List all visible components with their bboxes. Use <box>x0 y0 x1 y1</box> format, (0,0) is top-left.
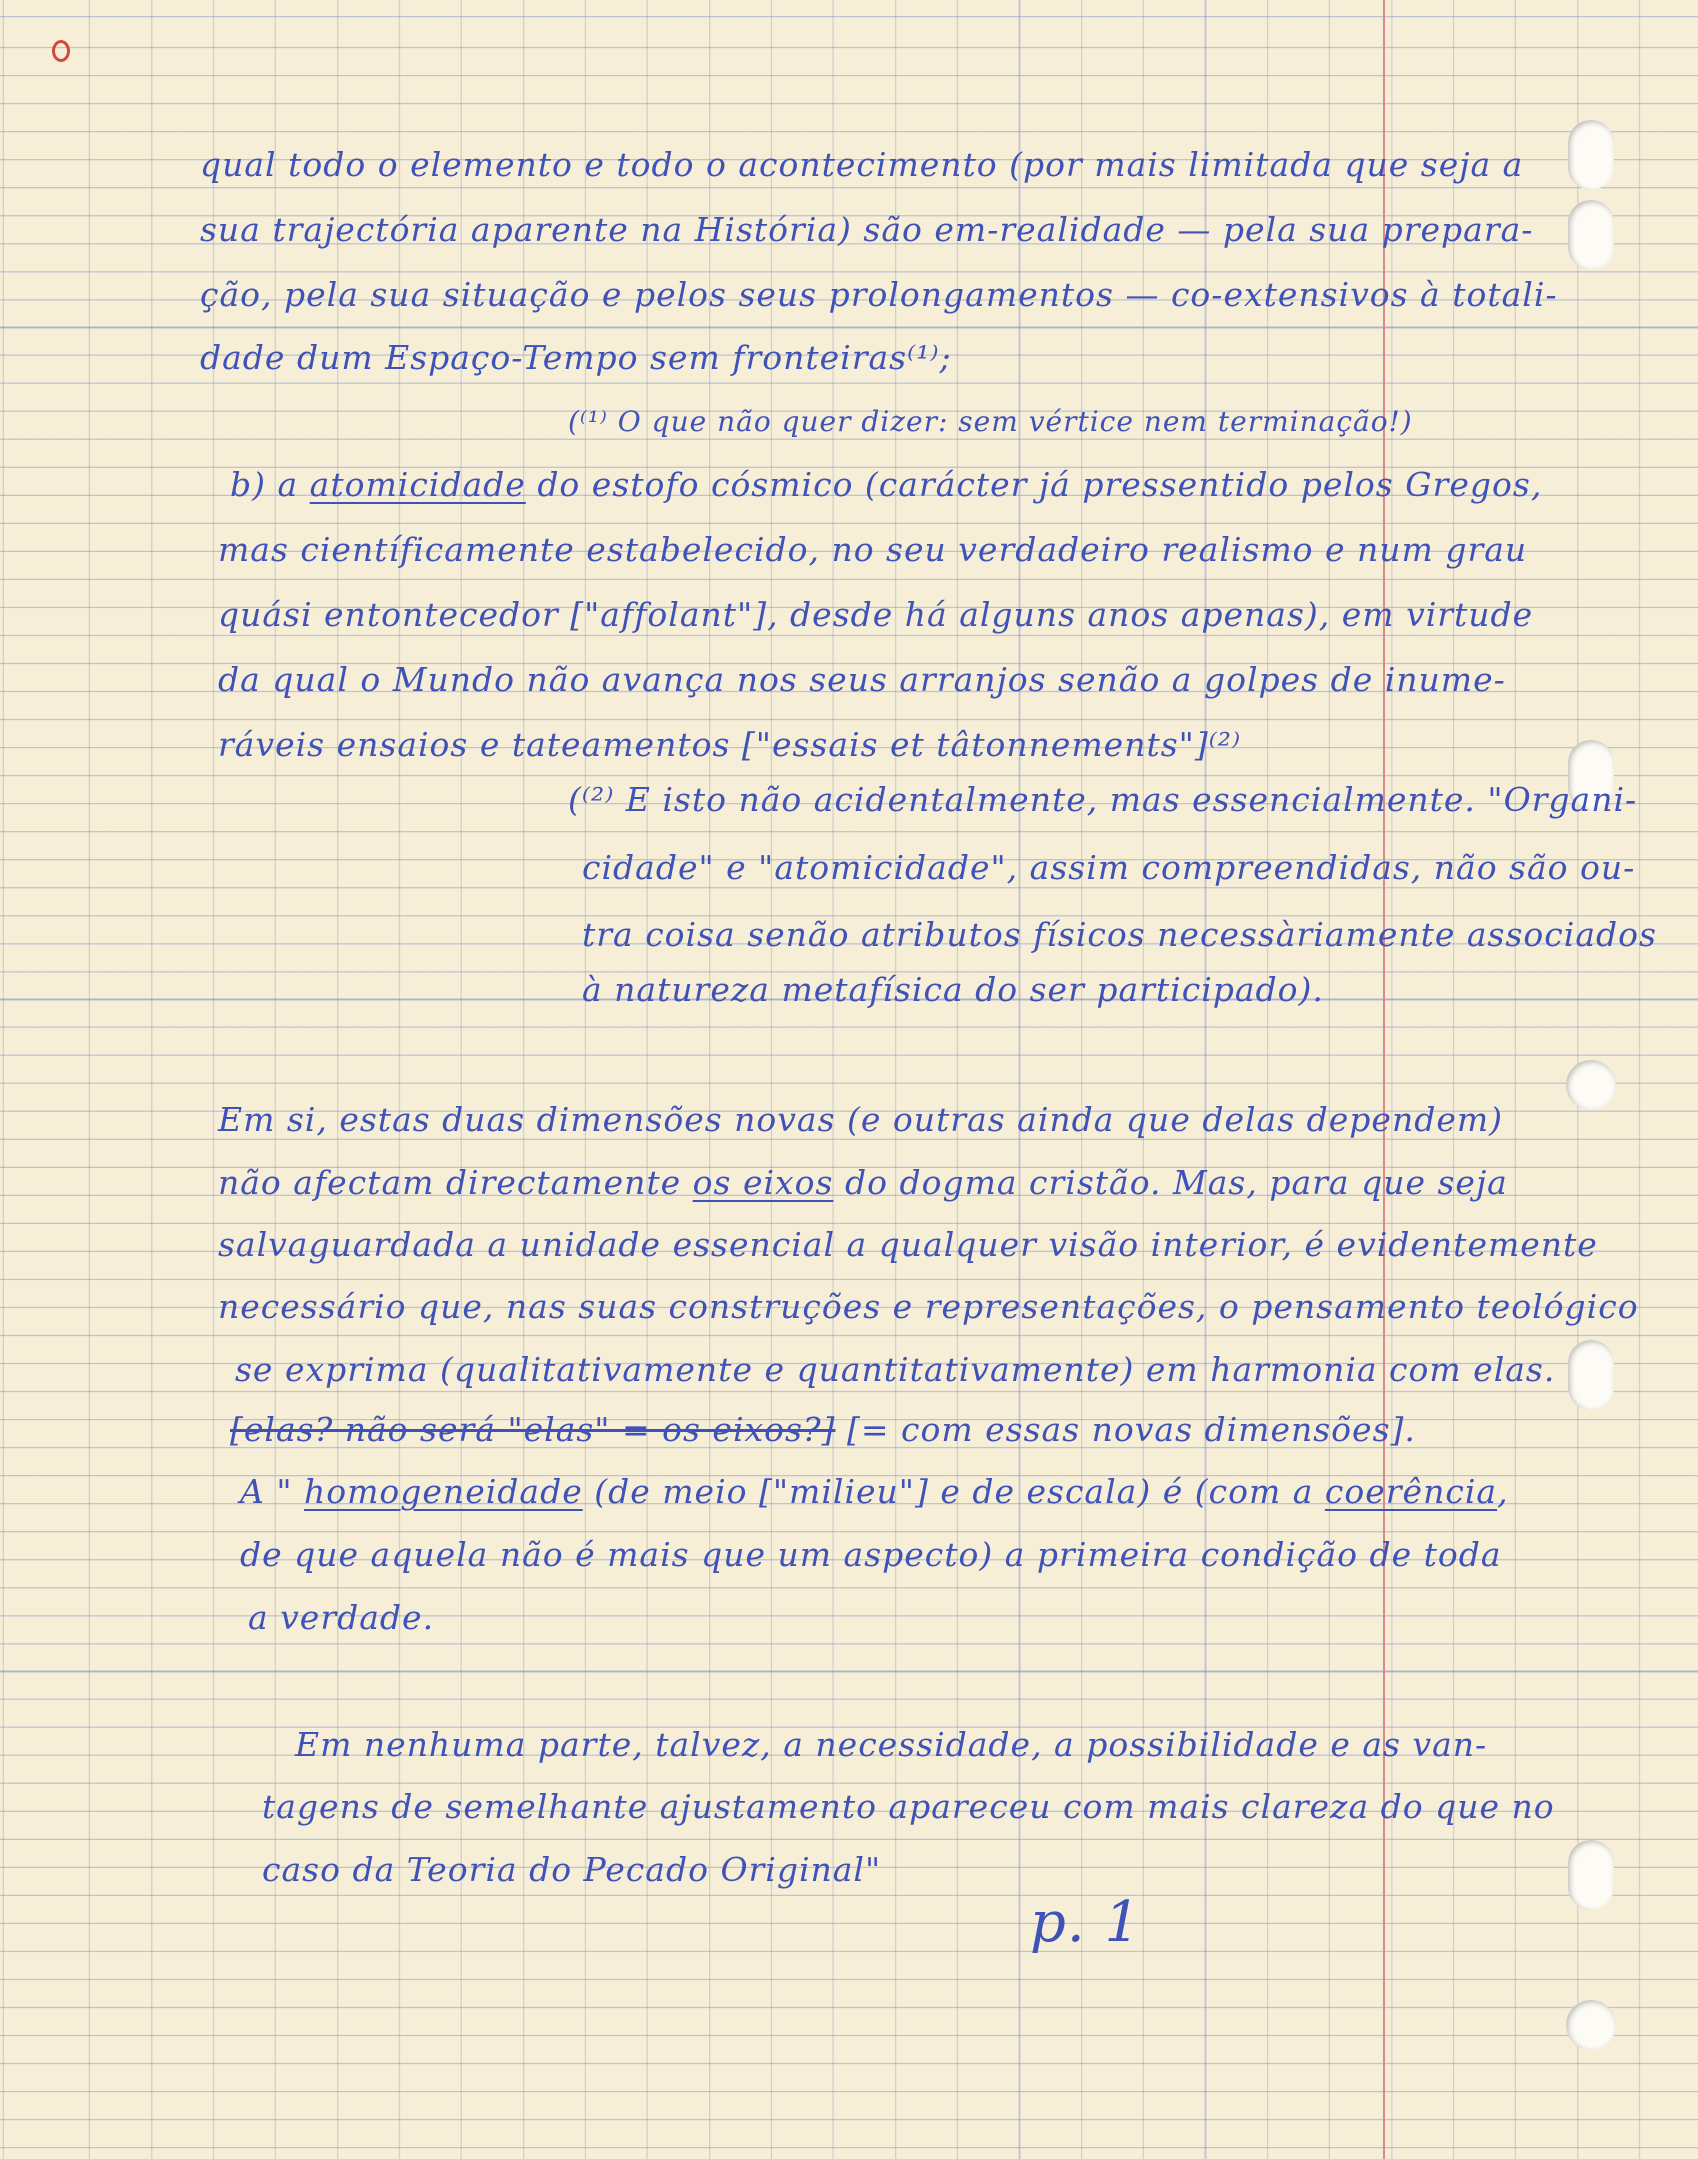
text-line-3: ção, pela sua situação e pelos seus prolongamentos — co-extensivos à totali- <box>200 275 1558 314</box>
item-b-line-3: quási entontecedor ["affolant"], desde há alguns anos apenas), em virtude <box>218 595 1534 634</box>
para-2-line-2: não afectam directamente os eixos do dogma cristão. Mas, para que seja <box>218 1163 1508 1202</box>
binder-hole-2 <box>1568 200 1614 270</box>
footnote-2-line-4: à natureza metafísica do ser participado). <box>582 970 1324 1009</box>
footnote-2-line-3: tra coisa senão atributos físicos necessàriamente associados <box>582 915 1657 954</box>
footnote-2-line-1: (⁽²⁾ E isto não acidentalmente, mas essencialmente. "Organi- <box>568 780 1638 819</box>
struck-through-text: [elas? não será "elas" = os eixos?] <box>230 1410 836 1449</box>
para-2-line-1: Em si, estas duas dimensões novas (e outras ainda que delas dependem) <box>218 1100 1504 1139</box>
para-2-line-6: [elas? não será "elas" = os eixos?] [= com essas novas dimensões]. <box>230 1410 1416 1449</box>
item-b-line-4: da qual o Mundo não avança nos seus arranjos senão a golpes de inume- <box>218 660 1506 699</box>
para-4-line-3: caso da Teoria do Pecado Original" <box>262 1850 882 1889</box>
item-b-line-2: mas científicamente estabelecido, no seu verdadeiro realismo e num grau <box>218 530 1528 569</box>
item-b-line-1: b) a atomicidade do estofo cósmico (carácter já pressentido pelos Gregos, <box>230 465 1543 504</box>
para-2-line-3: salvaguardada a unidade essencial a qualquer visão interior, é evidentemente <box>218 1225 1598 1264</box>
binder-hole-7 <box>1566 2000 1616 2050</box>
page-marker: p. 1 <box>1030 1890 1142 1955</box>
binder-hole-1 <box>1568 120 1614 190</box>
binder-hole-6 <box>1568 1840 1614 1910</box>
para-4-line-2: tagens de semelhante ajustamento apareceu com mais clareza do que no <box>262 1787 1555 1826</box>
text-line-4: dade dum Espaço-Tempo sem fronteiras⁽¹⁾; <box>200 338 952 377</box>
para-3-line-3: a verdade. <box>248 1598 435 1637</box>
underlined-os-eixos: os eixos <box>692 1163 834 1202</box>
para-2-line-5: se exprima (qualitativamente e quantitativamente) em harmonia com elas. <box>235 1350 1556 1389</box>
para-3-line-1: A " homogeneidade (de meio ["milieu"] e de escala) é (com a coerência, <box>240 1472 1509 1511</box>
para-4-line-1: Em nenhuma parte, talvez, a necessidade, a possibilidade e as van- <box>295 1725 1488 1764</box>
underlined-coerencia: coerência <box>1324 1472 1498 1511</box>
underlined-term-atomicidade: atomicidade <box>309 465 526 504</box>
text-line-2: sua trajectória aparente na História) são em-realidade — pela sua prepara- <box>200 210 1534 249</box>
footnote-2-line-2: cidade" e "atomicidade", assim compreendidas, não são ou- <box>582 848 1636 887</box>
para-2-line-4: necessário que, nas suas construções e representações, o pensamento teológico <box>218 1287 1639 1326</box>
underlined-homogeneidade: homogeneidade <box>304 1472 583 1511</box>
item-b-line-5: ráveis ensaios e tateamentos ["essais et tâtonnements"]⁽²⁾ <box>218 725 1242 764</box>
para-3-line-2: de que aquela não é mais que um aspecto) a primeira condição de toda <box>240 1535 1502 1574</box>
red-ink-mark <box>52 40 70 62</box>
binder-hole-4 <box>1566 1060 1616 1110</box>
binder-hole-5 <box>1568 1340 1614 1410</box>
footnote-1: (⁽¹⁾ O que não quer dizer: sem vértice nem terminação!) <box>568 405 1413 438</box>
text-line-1: qual todo o elemento e todo o acontecimento (por mais limitada que seja a <box>200 145 1524 184</box>
